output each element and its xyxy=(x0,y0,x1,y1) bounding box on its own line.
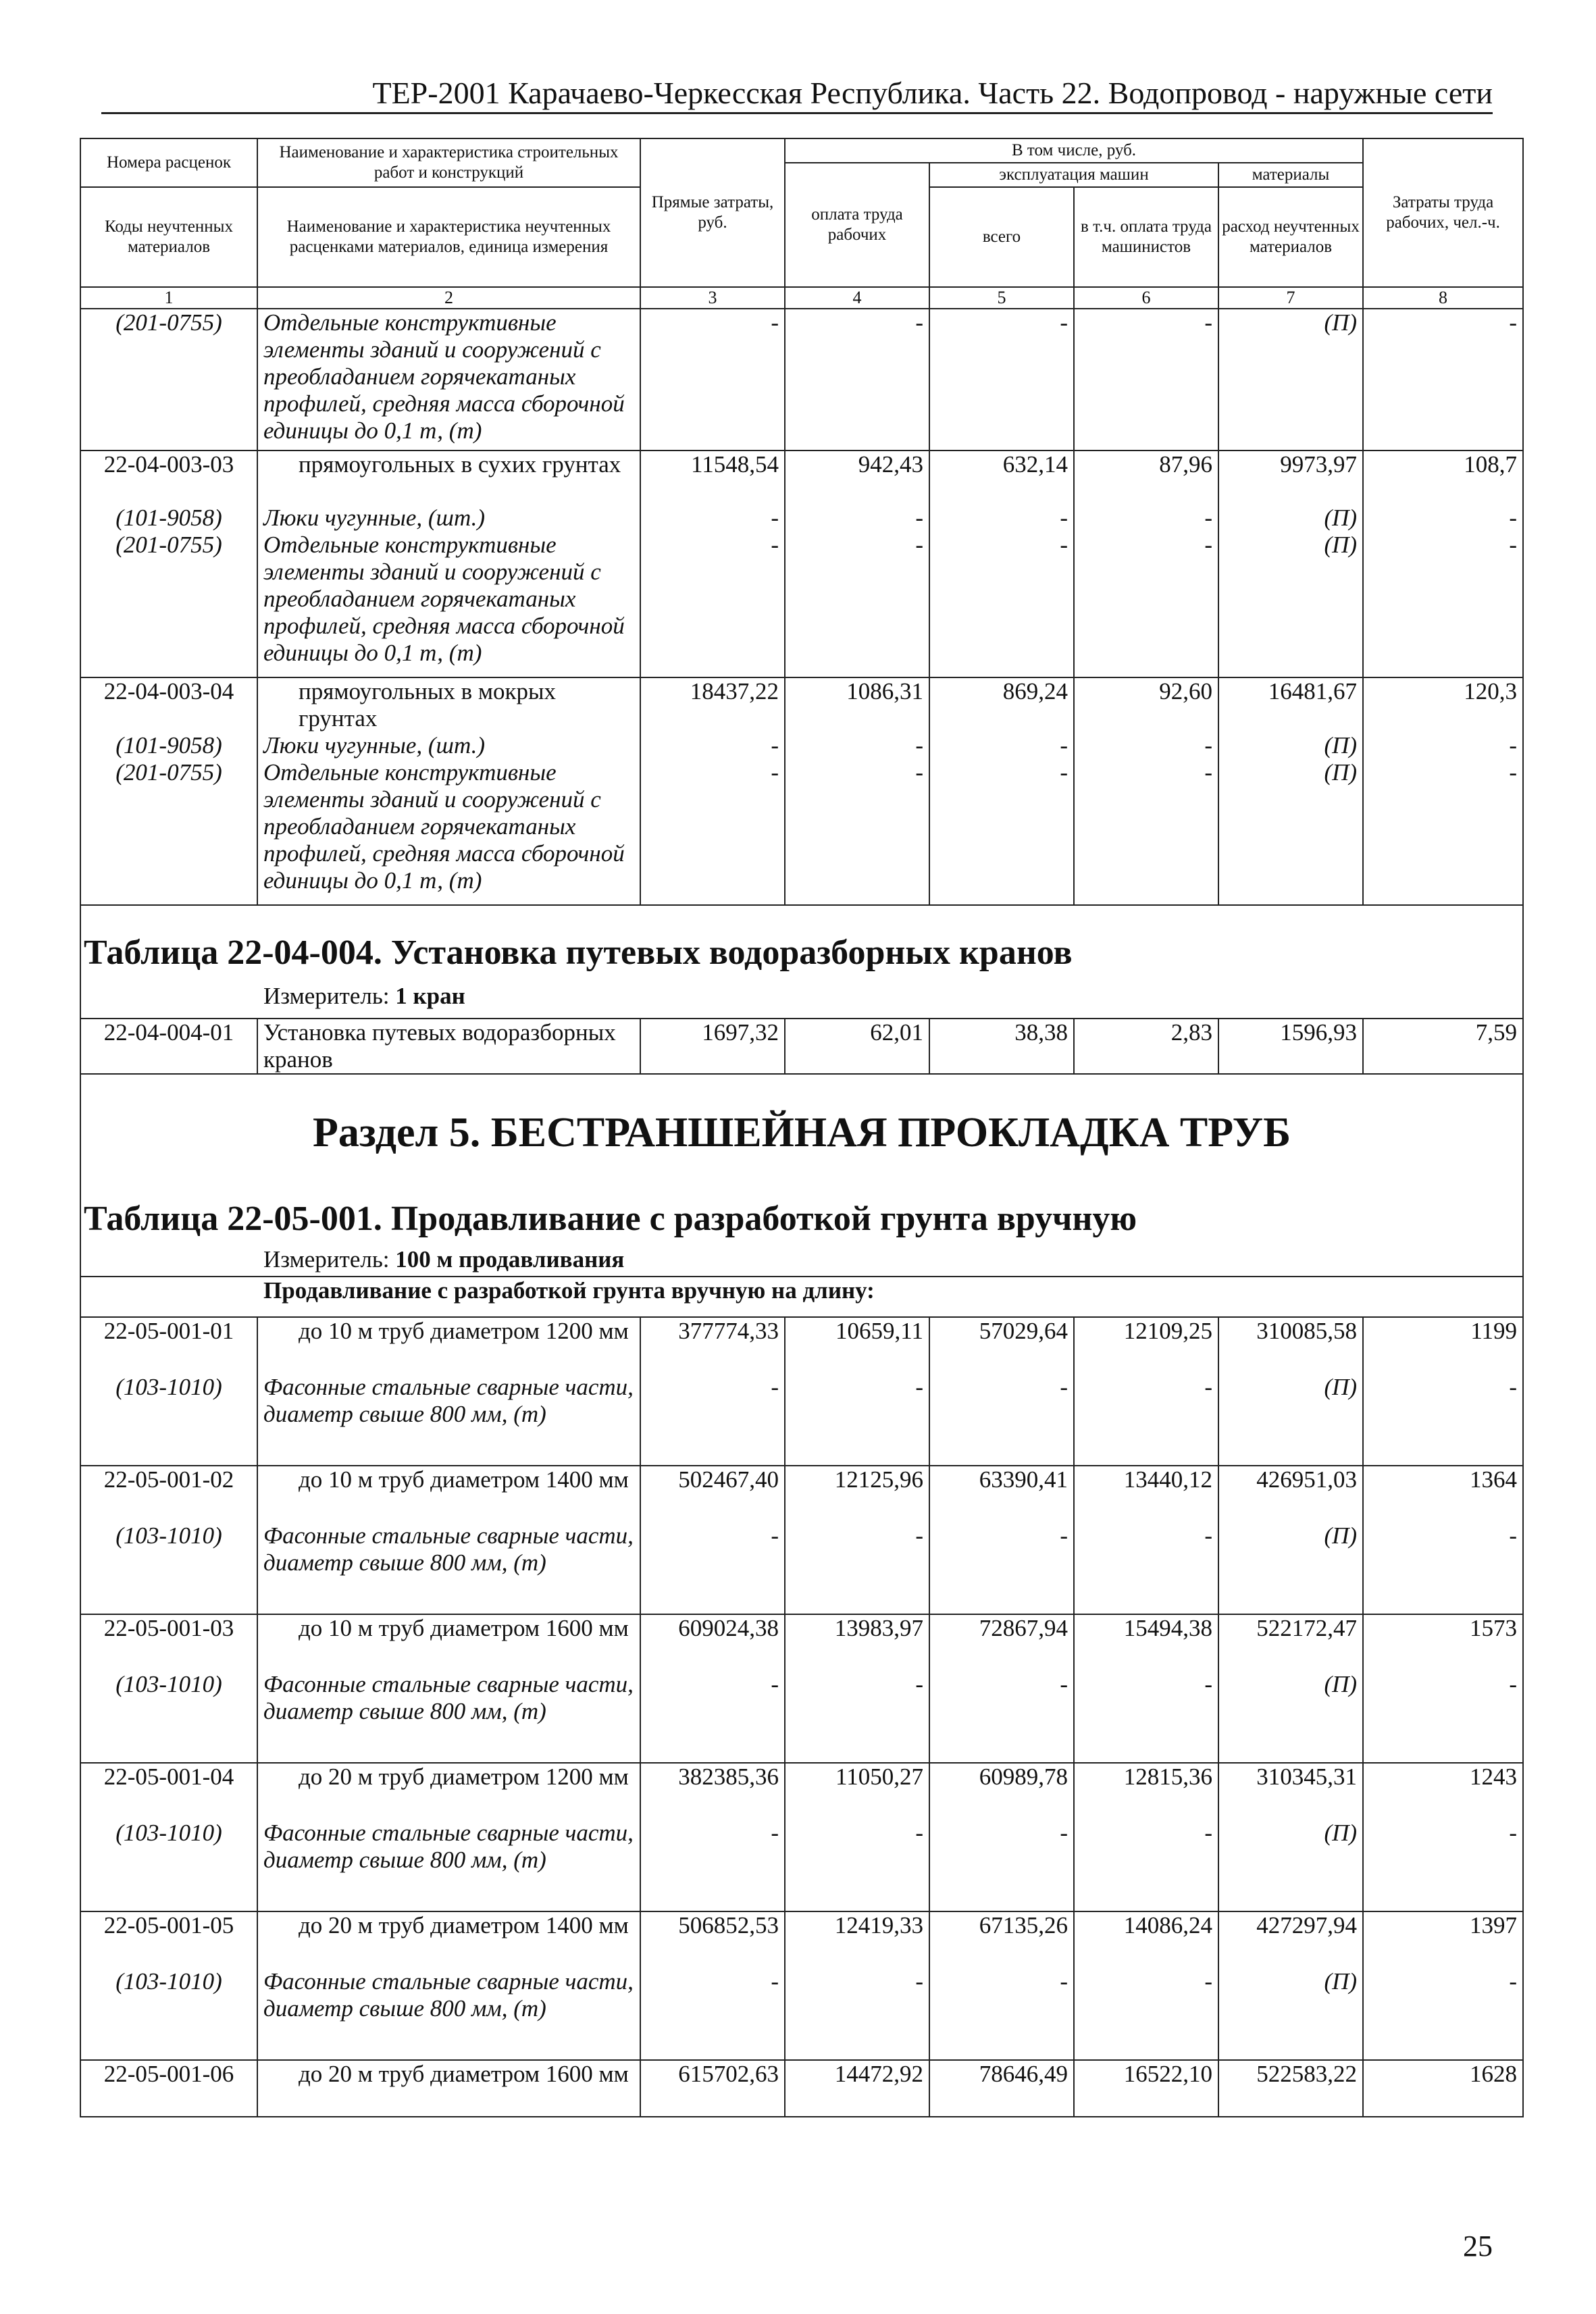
row-machines: - xyxy=(929,1820,1074,1911)
colnum-6: 6 xyxy=(1074,287,1218,309)
row-labor: - xyxy=(1363,1820,1523,1911)
row-wages: 942,43 xyxy=(785,451,929,505)
row-labor: - xyxy=(1363,1374,1523,1466)
row-materials: (П) xyxy=(1218,1671,1363,1763)
row-code: (101-9058) xyxy=(80,505,257,532)
table-005-measure xyxy=(81,1246,1522,1273)
row-name: Фасонные стальные сварные части, диаметр свыше 800 мм, (т) xyxy=(257,1374,640,1466)
table-row xyxy=(80,1820,1523,1911)
row-code: (101-9058) xyxy=(80,732,257,759)
row-materials: 427297,94 xyxy=(1218,1911,1363,1968)
col-materials-use: расход неучтенных материалов xyxy=(1218,187,1363,287)
row-code: 22-04-004-01 xyxy=(80,1019,257,1074)
row-wages: - xyxy=(785,1820,929,1911)
price-table xyxy=(80,138,1524,2117)
row-machines-wages: 14086,24 xyxy=(1074,1911,1218,1968)
col-code-top: Номера расценок xyxy=(80,138,257,187)
row-code: 22-05-001-02 xyxy=(80,1466,257,1522)
row-machines: - xyxy=(929,1968,1074,2060)
row-direct: 382385,36 xyxy=(640,1763,785,1820)
row-labor: - xyxy=(1363,1671,1523,1763)
row-machines: - xyxy=(929,309,1074,451)
col-labor: Затраты труда рабочих, чел.-ч. xyxy=(1363,138,1523,287)
row-code: 22-05-001-03 xyxy=(80,1614,257,1671)
row-labor: 1243 xyxy=(1363,1763,1523,1820)
table-row xyxy=(80,759,1523,905)
row-machines: - xyxy=(929,532,1074,677)
row-code: (103-1010) xyxy=(80,1522,257,1614)
table-row xyxy=(80,1019,1523,1074)
row-materials: (П) xyxy=(1218,505,1363,532)
section-5-heading xyxy=(80,1074,1523,1317)
table-005-group: Продавливание с разработкой грунта вручную на длину: xyxy=(81,1276,1522,1304)
row-direct: - xyxy=(640,309,785,451)
row-machines: - xyxy=(929,1671,1074,1763)
colnum-5: 5 xyxy=(929,287,1074,309)
colnum-4: 4 xyxy=(785,287,929,309)
table-row xyxy=(80,1522,1523,1614)
colnum-1: 1 xyxy=(80,287,257,309)
row-direct: - xyxy=(640,505,785,532)
row-labor: 1573 xyxy=(1363,1614,1523,1671)
row-wages: 14472,92 xyxy=(785,2060,929,2117)
section-5-title: Раздел 5. БЕСТРАНШЕЙНАЯ ПРОКЛАДКА ТРУБ xyxy=(312,1110,1291,1156)
row-code: (201-0755) xyxy=(80,309,257,451)
row-materials: (П) xyxy=(1218,309,1363,451)
row-materials: 522172,47 xyxy=(1218,1614,1363,1671)
row-machines: - xyxy=(929,505,1074,532)
row-machines-wages: 2,83 xyxy=(1074,1019,1218,1074)
row-machines-wages: 87,96 xyxy=(1074,451,1218,505)
row-machines: - xyxy=(929,1374,1074,1466)
table-row xyxy=(80,1968,1523,2060)
table-004-heading xyxy=(80,905,1523,1019)
row-wages: 11050,27 xyxy=(785,1763,929,1820)
row-name: до 10 м труб диаметром 1400 мм xyxy=(257,1466,640,1522)
row-code: (103-1010) xyxy=(80,1671,257,1763)
colnum-2: 2 xyxy=(257,287,640,309)
row-wages: 12125,96 xyxy=(785,1466,929,1522)
colnum-8: 8 xyxy=(1363,287,1523,309)
row-machines-wages: 15494,38 xyxy=(1074,1614,1218,1671)
col-including: В том числе, руб. xyxy=(785,138,1363,163)
row-name: до 20 м труб диаметром 1400 мм xyxy=(257,1911,640,1968)
table-004-measure xyxy=(81,983,1522,1010)
row-wages: - xyxy=(785,1671,929,1763)
row-direct: - xyxy=(640,1374,785,1466)
row-wages: - xyxy=(785,1968,929,2060)
row-machines-wages: 16522,10 xyxy=(1074,2060,1218,2117)
row-machines-wages: - xyxy=(1074,1968,1218,2060)
table-row xyxy=(80,451,1523,505)
row-code: (103-1010) xyxy=(80,1374,257,1466)
table-row xyxy=(80,1374,1523,1466)
table-row xyxy=(80,677,1523,732)
row-direct: - xyxy=(640,732,785,759)
row-code: 22-05-001-06 xyxy=(80,2060,257,2117)
row-code: (201-0755) xyxy=(80,532,257,677)
row-machines: 869,24 xyxy=(929,677,1074,732)
row-machines: 72867,94 xyxy=(929,1614,1074,1671)
row-code: 22-05-001-01 xyxy=(80,1317,257,1374)
row-wages: - xyxy=(785,505,929,532)
table-row xyxy=(80,1466,1523,1522)
row-labor: 1397 xyxy=(1363,1911,1523,1968)
row-labor: - xyxy=(1363,309,1523,451)
row-direct: 377774,33 xyxy=(640,1317,785,1374)
row-materials: (П) xyxy=(1218,1968,1363,2060)
row-labor: 120,3 xyxy=(1363,677,1523,732)
table-row xyxy=(80,732,1523,759)
row-name: до 20 м труб диаметром 1600 мм xyxy=(257,2060,640,2117)
row-materials: 16481,67 xyxy=(1218,677,1363,732)
row-direct: 609024,38 xyxy=(640,1614,785,1671)
row-machines: - xyxy=(929,732,1074,759)
row-materials: (П) xyxy=(1218,1820,1363,1911)
row-wages: 1086,31 xyxy=(785,677,929,732)
row-direct: 615702,63 xyxy=(640,2060,785,2117)
table-004-title: Таблица 22-04-004. Установка путевых водоразборных кранов xyxy=(84,933,1073,972)
row-name: Фасонные стальные сварные части, диаметр свыше 800 мм, (т) xyxy=(257,1671,640,1763)
row-labor: 1199 xyxy=(1363,1317,1523,1374)
row-wages: 13983,97 xyxy=(785,1614,929,1671)
col-materials: материалы xyxy=(1218,163,1363,187)
row-wages: - xyxy=(785,1374,929,1466)
row-machines: 60989,78 xyxy=(929,1763,1074,1820)
row-code: (201-0755) xyxy=(80,759,257,905)
row-machines: - xyxy=(929,1522,1074,1614)
row-materials: (П) xyxy=(1218,759,1363,905)
table-row xyxy=(80,505,1523,532)
row-materials: 9973,97 xyxy=(1218,451,1363,505)
row-name: Отдельные конструктивные элементы зданий и сооружений с преобладанием горячекатаных профилей, средняя масса сборочной единицы до 0,1 т, (т) xyxy=(257,532,640,677)
table-row xyxy=(80,1671,1523,1763)
row-direct: - xyxy=(640,532,785,677)
row-direct: - xyxy=(640,1820,785,1911)
row-direct: 506852,53 xyxy=(640,1911,785,1968)
row-code: 22-05-001-05 xyxy=(80,1911,257,1968)
table-row xyxy=(80,1317,1523,1374)
measure-label: Измеритель: xyxy=(263,1246,390,1272)
row-name: Отдельные конструктивные элементы зданий и сооружений с преобладанием горячекатаных профилей, средняя масса сборочной единицы до 0,1 т, (т) xyxy=(257,309,640,451)
row-materials: 522583,22 xyxy=(1218,2060,1363,2117)
row-labor: 1364 xyxy=(1363,1466,1523,1522)
row-name: Установка путевых водоразборных кранов xyxy=(257,1019,640,1074)
row-direct: - xyxy=(640,1522,785,1614)
row-name: Фасонные стальные сварные части, диаметр свыше 800 мм, (т) xyxy=(257,1522,640,1614)
row-wages: - xyxy=(785,1522,929,1614)
row-direct: - xyxy=(640,1671,785,1763)
row-machines-wages: 12109,25 xyxy=(1074,1317,1218,1374)
row-machines: 67135,26 xyxy=(929,1911,1074,1968)
col-name-bottom: Наименование и характеристика неучтенных расценками материалов, единица измерения xyxy=(257,187,640,287)
row-direct: - xyxy=(640,759,785,905)
row-machines-wages: - xyxy=(1074,1671,1218,1763)
col-machines-wages: в т.ч. оплата труда машинистов xyxy=(1074,187,1218,287)
row-materials: (П) xyxy=(1218,732,1363,759)
row-name: Фасонные стальные сварные части, диаметр свыше 800 мм, (т) xyxy=(257,1968,640,2060)
table-row xyxy=(80,2060,1523,2117)
row-name: прямоугольных в мокрых грунтах xyxy=(257,677,640,732)
row-materials: 1596,93 xyxy=(1218,1019,1363,1074)
row-name: Люки чугунные, (шт.) xyxy=(257,732,640,759)
row-materials: (П) xyxy=(1218,1374,1363,1466)
row-wages: - xyxy=(785,309,929,451)
row-direct: 1697,32 xyxy=(640,1019,785,1074)
table-row xyxy=(80,309,1523,451)
row-machines-wages: - xyxy=(1074,532,1218,677)
table-row xyxy=(80,532,1523,677)
row-labor: - xyxy=(1363,532,1523,677)
row-machines: 38,38 xyxy=(929,1019,1074,1074)
measure-value: 1 кран xyxy=(395,983,465,1009)
measure-label: Измеритель: xyxy=(263,983,390,1009)
row-machines-wages: - xyxy=(1074,732,1218,759)
row-machines-wages: 13440,12 xyxy=(1074,1466,1218,1522)
row-name: до 10 м труб диаметром 1200 мм xyxy=(257,1317,640,1374)
row-wages: - xyxy=(785,759,929,905)
row-labor: - xyxy=(1363,505,1523,532)
col-code-bottom: Коды неучтенных материалов xyxy=(80,187,257,287)
row-labor: 7,59 xyxy=(1363,1019,1523,1074)
running-title: ТЕР-2001 Карачаево-Черкесская Республика. Часть 22. Водопровод - наружные сети xyxy=(372,76,1493,110)
page-number: 25 xyxy=(1463,2230,1493,2263)
row-labor: - xyxy=(1363,1522,1523,1614)
row-wages: - xyxy=(785,732,929,759)
colnum-7: 7 xyxy=(1218,287,1363,309)
row-direct: 502467,40 xyxy=(640,1466,785,1522)
row-labor: - xyxy=(1363,759,1523,905)
row-machines-wages: - xyxy=(1074,1522,1218,1614)
row-machines: 632,14 xyxy=(929,451,1074,505)
row-machines-wages: - xyxy=(1074,1374,1218,1466)
row-code: (103-1010) xyxy=(80,1968,257,2060)
row-name: Отдельные конструктивные элементы зданий и сооружений с преобладанием горячекатаных профилей, средняя масса сборочной единицы до 0,1 т, (т) xyxy=(257,759,640,905)
row-name: до 20 м труб диаметром 1200 мм xyxy=(257,1763,640,1820)
row-machines: 57029,64 xyxy=(929,1317,1074,1374)
colnum-3: 3 xyxy=(640,287,785,309)
row-machines: 78646,49 xyxy=(929,2060,1074,2117)
col-machines-total: всего xyxy=(929,187,1074,287)
row-labor: 1628 xyxy=(1363,2060,1523,2117)
row-labor: - xyxy=(1363,732,1523,759)
col-direct: Прямые затраты, руб. xyxy=(640,138,785,287)
measure-value: 100 м продавливания xyxy=(395,1246,625,1272)
row-code: 22-04-003-04 xyxy=(80,677,257,732)
row-name: Фасонные стальные сварные части, диаметр свыше 800 мм, (т) xyxy=(257,1820,640,1911)
row-wages: 12419,33 xyxy=(785,1911,929,1968)
row-wages: 62,01 xyxy=(785,1019,929,1074)
row-direct: 11548,54 xyxy=(640,451,785,505)
row-materials: 310085,58 xyxy=(1218,1317,1363,1374)
row-materials: 426951,03 xyxy=(1218,1466,1363,1522)
row-machines: 63390,41 xyxy=(929,1466,1074,1522)
row-wages: - xyxy=(785,532,929,677)
row-machines-wages: - xyxy=(1074,505,1218,532)
col-machines: эксплуатация машин xyxy=(929,163,1218,187)
row-materials: 310345,31 xyxy=(1218,1763,1363,1820)
row-machines-wages: - xyxy=(1074,759,1218,905)
row-code: 22-04-003-03 xyxy=(80,451,257,505)
row-materials: (П) xyxy=(1218,1522,1363,1614)
row-name: Люки чугунные, (шт.) xyxy=(257,505,640,532)
col-wages: оплата труда рабочих xyxy=(785,163,929,287)
row-materials: (П) xyxy=(1218,532,1363,677)
row-machines-wages: 92,60 xyxy=(1074,677,1218,732)
row-code: 22-05-001-04 xyxy=(80,1763,257,1820)
row-direct: 18437,22 xyxy=(640,677,785,732)
row-name: прямоугольных в сухих грунтах xyxy=(257,451,640,505)
row-wages: 10659,11 xyxy=(785,1317,929,1374)
col-name-top: Наименование и характеристика строительных работ и конструкций xyxy=(257,138,640,187)
row-labor: - xyxy=(1363,1968,1523,2060)
row-name: до 10 м труб диаметром 1600 мм xyxy=(257,1614,640,1671)
row-machines-wages: - xyxy=(1074,309,1218,451)
table-row xyxy=(80,1763,1523,1820)
row-code: (103-1010) xyxy=(80,1820,257,1911)
row-labor: 108,7 xyxy=(1363,451,1523,505)
row-machines-wages: - xyxy=(1074,1820,1218,1911)
row-direct: - xyxy=(640,1968,785,2060)
table-row xyxy=(80,1614,1523,1671)
header-rule xyxy=(101,112,1493,114)
row-machines-wages: 12815,36 xyxy=(1074,1763,1218,1820)
table-row xyxy=(80,1911,1523,1968)
row-machines: - xyxy=(929,759,1074,905)
table-005-title: Таблица 22-05-001. Продавливание с разработкой грунта вручную xyxy=(84,1200,1137,1238)
